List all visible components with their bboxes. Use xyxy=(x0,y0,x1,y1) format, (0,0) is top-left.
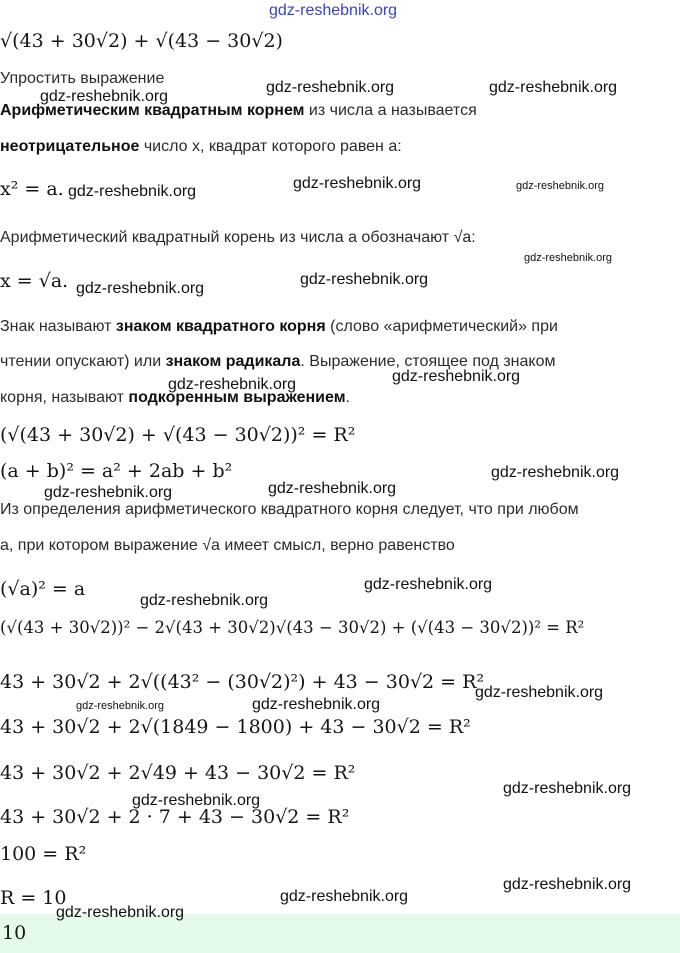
watermark: gdz-reshebnik.org xyxy=(56,904,185,921)
watermark: gdz-reshebnik.org xyxy=(269,2,398,19)
watermark: gdz-reshebnik.org xyxy=(68,183,197,200)
notation-text: Арифметический квадратный корень из числа a обозначают √a: xyxy=(0,229,476,246)
solution-step-5: 43 + 30√2 + 2√49 + 43 − 30√2 = R² xyxy=(0,762,356,784)
radical-term-3: подкоренным выражением xyxy=(128,389,346,406)
radical-text-1: Знак называют xyxy=(0,318,116,335)
notation-formula: x = √a. xyxy=(0,270,69,292)
watermark: gdz-reshebnik.org xyxy=(252,696,381,713)
definition-line-2 xyxy=(0,138,402,156)
radical-line-1 xyxy=(0,318,558,336)
definition-nonnegative: неотрицательное xyxy=(0,138,140,155)
solution-step-3: 43 + 30√2 + 2√((43² − (30√2)²) + 43 − 30√2 = R² xyxy=(0,671,485,693)
watermark: gdz-reshebnik.org xyxy=(40,88,169,105)
solution-step-6: 43 + 30√2 + 2 · 7 + 43 − 30√2 = R² xyxy=(0,806,350,828)
definition-text: из числа a называется xyxy=(304,102,477,119)
radical-text-5: корня, называют xyxy=(0,389,129,406)
watermark: gdz-reshebnik.org xyxy=(266,79,395,96)
solution-step-2: (√(43 + 30√2))² − 2√(43 + 30√2)√(43 − 30√2) + (√(43 − 30√2))² = R² xyxy=(0,618,585,637)
solution-step-4: 43 + 30√2 + 2√(1849 − 1800) + 43 − 30√2 = R² xyxy=(0,716,471,738)
radical-term-2: знаком радикала xyxy=(165,353,301,370)
radical-text-6: . xyxy=(345,389,350,406)
solution-step-8: R = 10 xyxy=(0,887,67,909)
watermark: gdz-reshebnik.org xyxy=(132,792,261,809)
problem-expression: √(43 + 30√2) + √(43 − 30√2) xyxy=(0,30,283,52)
root-property-text-2: a, при котором выражение √a имеет смысл, верно равенство xyxy=(0,537,455,554)
watermark: gdz-reshebnik.org xyxy=(364,576,493,593)
solution-step-7: 100 = R² xyxy=(0,843,87,865)
watermark: gdz-reshebnik.org xyxy=(475,684,604,701)
root-property-formula: (√a)² = a xyxy=(0,578,86,600)
watermark: gdz-reshebnik.org xyxy=(76,700,165,712)
definition-term: Арифметическим квадратным корнем xyxy=(0,102,305,119)
watermark: gdz-reshebnik.org xyxy=(503,876,632,893)
watermark: gdz-reshebnik.org xyxy=(524,252,613,264)
problem-instruction: Упростить выражение xyxy=(0,70,165,87)
watermark: gdz-reshebnik.org xyxy=(140,592,269,609)
square-identity: (a + b)² = a² + 2ab + b² xyxy=(0,460,233,482)
watermark: gdz-reshebnik.org xyxy=(503,780,632,797)
radical-text-3: чтении опускают) или xyxy=(0,353,166,370)
watermark: gdz-reshebnik.org xyxy=(44,484,173,501)
solution-step-1: (√(43 + 30√2) + √(43 − 30√2))² = R² xyxy=(0,424,356,446)
watermark: gdz-reshebnik.org xyxy=(280,888,409,905)
watermark: gdz-reshebnik.org xyxy=(268,480,397,497)
watermark: gdz-reshebnik.org xyxy=(293,175,422,192)
watermark: gdz-reshebnik.org xyxy=(168,376,297,393)
watermark: gdz-reshebnik.org xyxy=(491,464,620,481)
definition-formula: x² = a. xyxy=(0,178,64,200)
root-property-text-1: Из определения арифметического квадратного корня следует, что при любом xyxy=(0,501,579,518)
radical-term-1: знаком квадратного корня xyxy=(115,318,326,335)
watermark: gdz-reshebnik.org xyxy=(516,180,605,192)
radical-text-4: . Выражение, стоящее под знаком xyxy=(300,353,556,370)
watermark: gdz-reshebnik.org xyxy=(76,280,205,297)
answer-value: 10 xyxy=(2,922,27,944)
watermark: gdz-reshebnik.org xyxy=(392,368,521,385)
watermark: gdz-reshebnik.org xyxy=(300,271,429,288)
watermark: gdz-reshebnik.org xyxy=(489,79,618,96)
definition-text-2: число x, квадрат которого равен a: xyxy=(139,138,402,155)
radical-text-2: (слово «арифметический» при xyxy=(325,318,558,335)
